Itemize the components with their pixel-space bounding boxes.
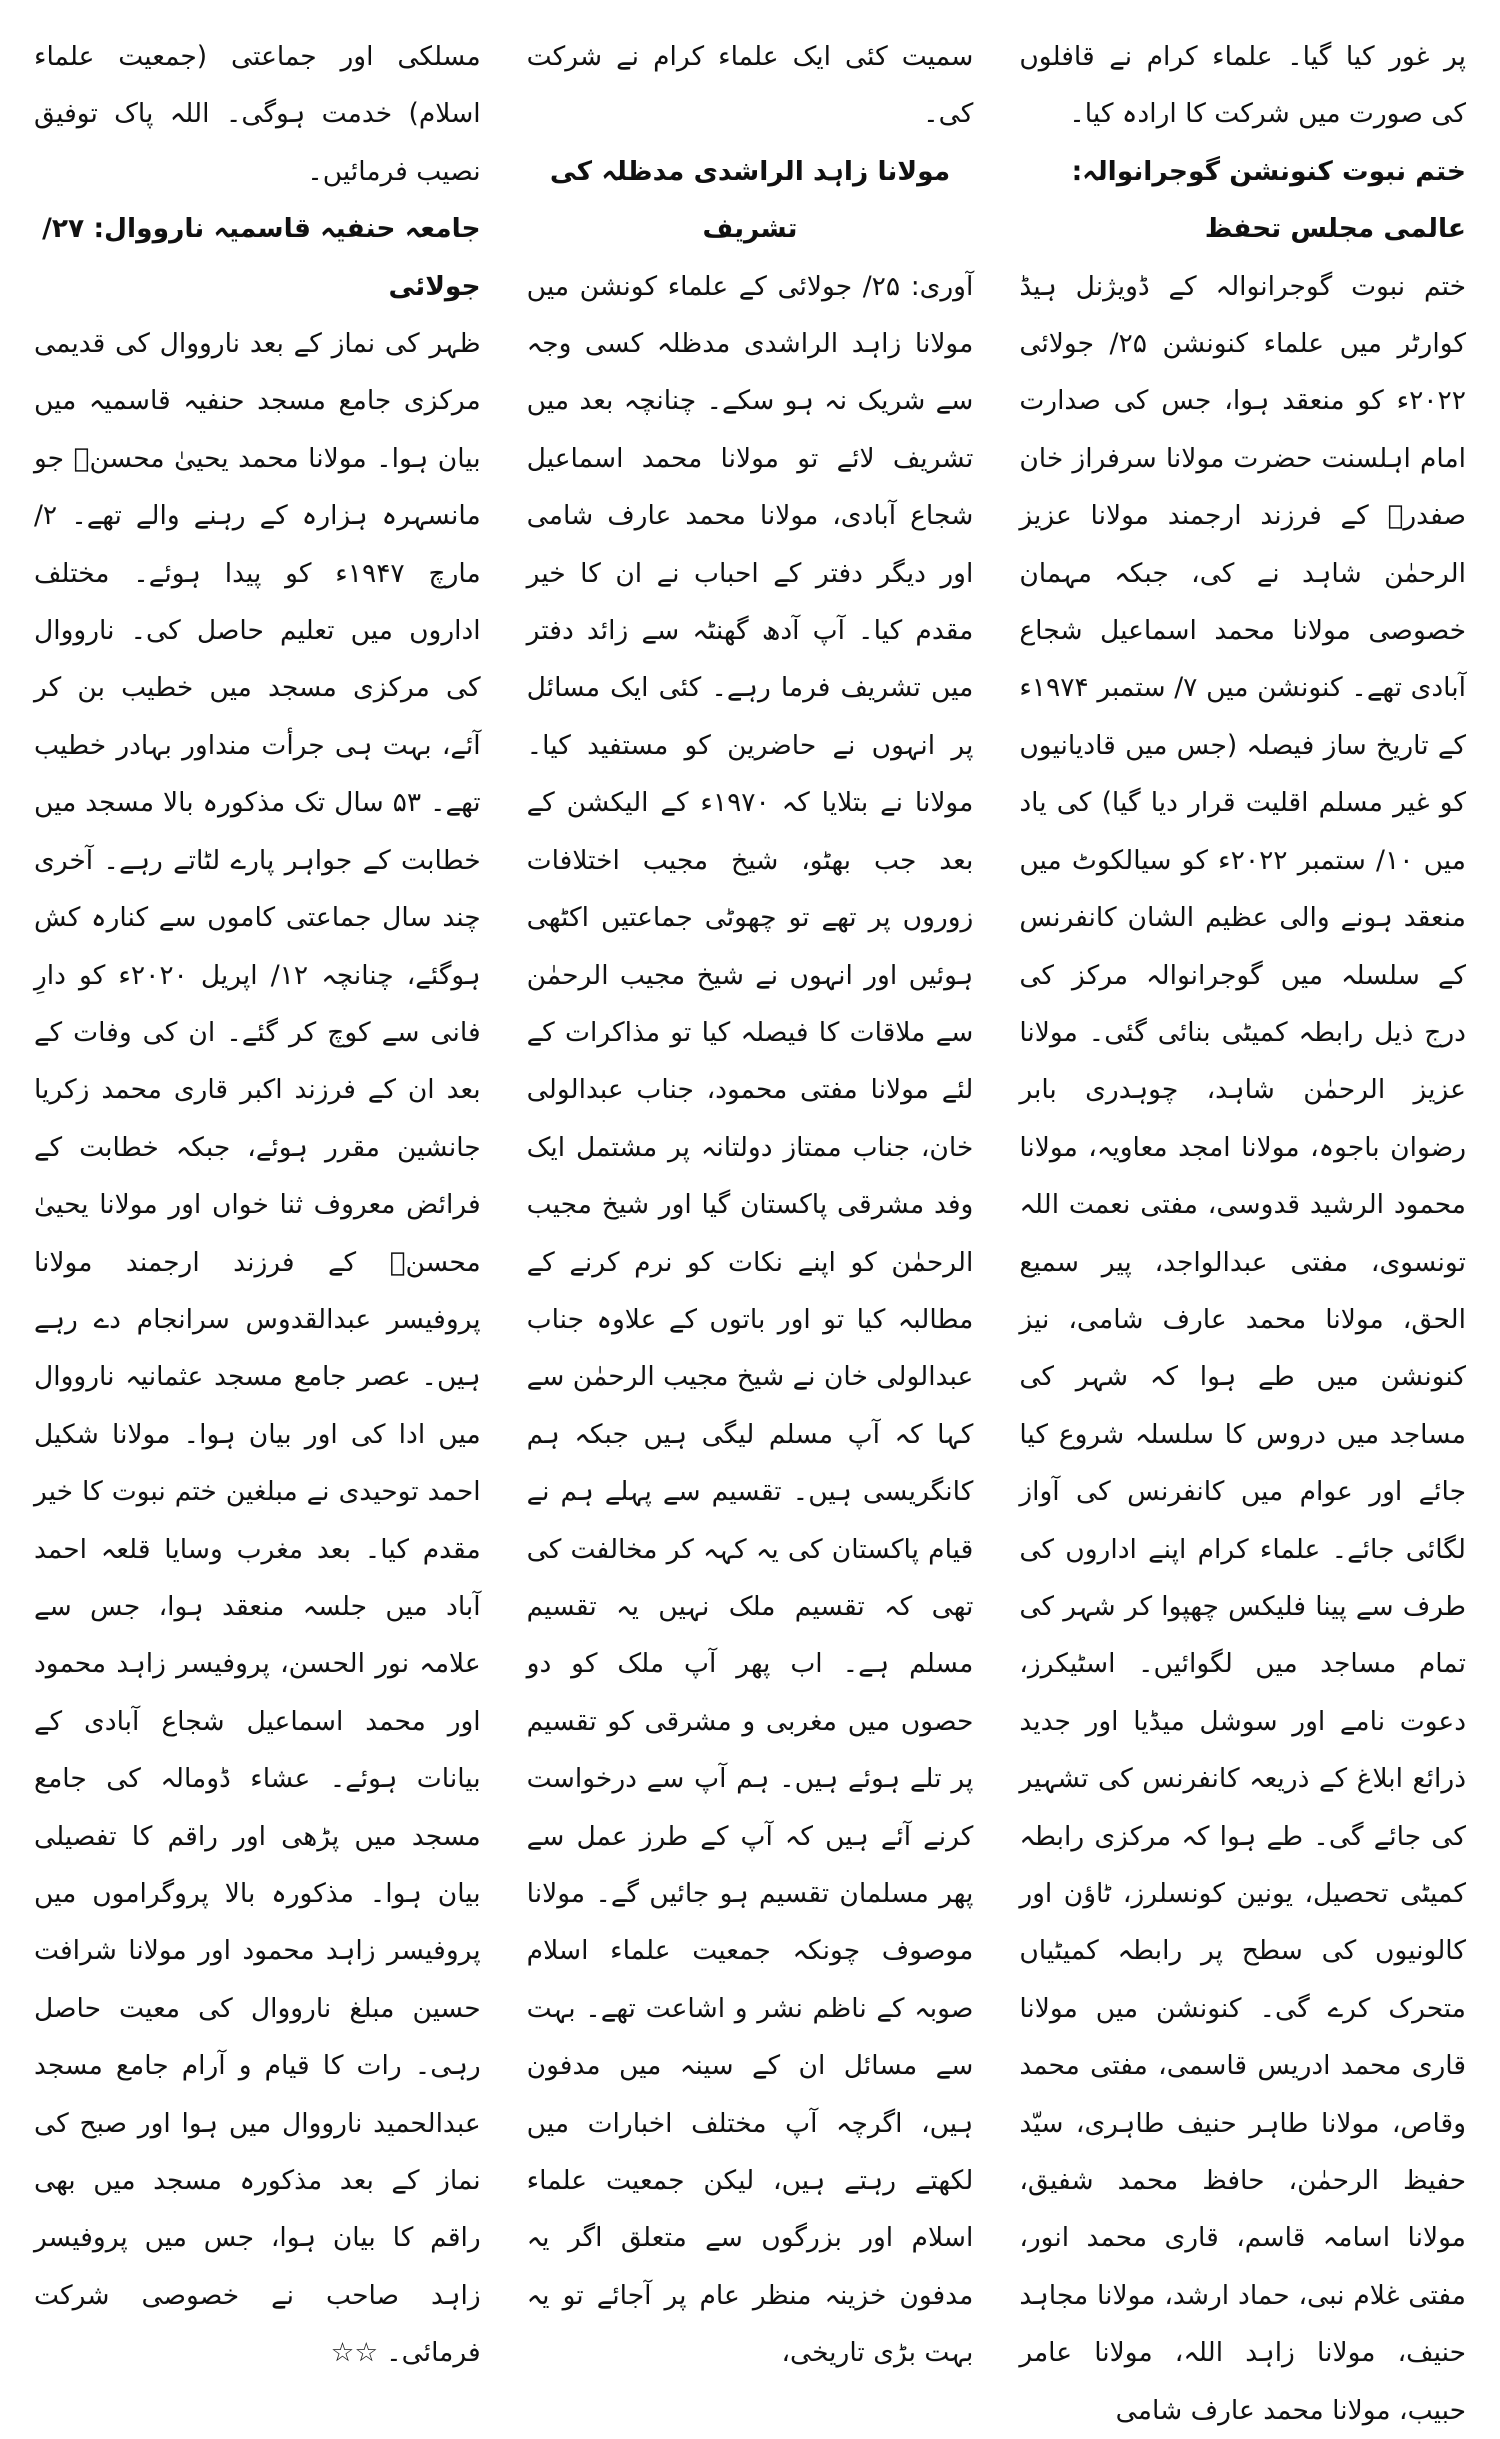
paragraph-narowal-report bbox=[34, 315, 481, 2382]
paragraph-continuation: سمیت کئی ایک علماء کرام نے شرکت کی۔ bbox=[526, 41, 974, 130]
paragraph-visit-report: آوری: ۲۵/ جولائی کے علماء کونشن میں مولانا زاہد الراشدی مدظلہ کسی وجہ سے شریک نہ ہو سکے۔ چنانچہ بعد میں تشریف لائے تو مولانا محمد اسماعیل شجاع آبادی، مولانا محمد عارف شامی اور دیگر دفتر کے احباب نے ان کا خیر مقدم کیا۔ آپ آدھ گھنٹہ سے زائد دفتر میں تشریف فرما رہے۔ کئی ایک مسائل پر انہوں نے حاضرین کو مستفید کیا۔ مولانا نے بتلایا کہ ۱۹۷۰ء کے الیکشن کے بعد جب بھٹو، شیخ مجیب اختلافات زوروں پر تھے تو چھوٹی جماعتیں اکٹھی ہوئیں اور انہوں نے شیخ مجیب الرحمٰن سے ملاقات کا فیصلہ کیا تو مذاکرات کے لئے مولانا مفتی محمود، جناب عبدالولی خان، جناب ممتاز دولتانہ پر مشتمل ایک وفد مشرقی پاکستان گیا اور شیخ مجیب الرحمٰن کو اپنے نکات کو نرم کرنے کے مطالبہ کیا تو اور باتوں کے علاوہ جناب عبدالولی خان نے شیخ مجیب الرحمٰن سے کہا کہ آپ مسلم لیگی ہیں جبکہ ہم کانگریسی ہیں۔ تقسیم سے پہلے ہم نے قیام پاکستان کی یہ کہہ کر مخالفت کی تھی کہ تقسیم ملک نہیں یہ تقسیم مسلم ہے۔ اب پھر آپ ملک کو دو حصوں میں مغربی و مشرقی کو تقسیم پر تلے ہوئے ہیں۔ ہم آپ سے درخواست کرنے آئے ہیں کہ آپ کے طرز عمل سے پھر مسلمان تقسیم ہو جائیں گے۔ مولانا موصوف چونکہ جمعیت علماء اسلام صوبہ کے ناظم نشر و اشاعت تھے۔ بہت سے مسائل ان کے سینہ میں مدفون ہیں، اگرچہ آپ مختلف اخبارات میں لکھتے رہتے ہیں، لیکن جمعیت علماء اسلام اور بزرگوں سے متعلق اگر یہ مدفون خزینہ منظر عام پر آجائے تو یہ بہت بڑی تاریخی، bbox=[526, 270, 974, 2369]
narowal-report-text: ظہر کی نماز کے بعد نارووال کی قدیمی مرکزی جامع مسجد حنفیہ قاسمیہ میں بیان ہوا۔ مولانا محمد یحییٰ محسنؒ جو مانسہرہ ہزارہ کے رہنے والے تھے۔ ۲/ مارچ ۱۹۴۷ء کو پیدا ہوئے۔ مختلف اداروں میں تعلیم حاصل کی۔ نارووال کی مرکزی مسجد میں خطیب بن کر آئے، بہت ہی جرأت منداور بہادر خطیب تھے۔ ۵۳ سال تک مذکورہ بالا مسجد میں خطابت کے جواہر پارے لٹاتے رہے۔ آخری چند سال جماعتی کاموں سے کنارہ کش ہوگئے، چنانچہ ۱۲/ اپریل ۲۰۲۰ء کو دارِ فانی سے کوچ کر گئے۔ ان کی وفات کے بعد ان کے فرزند اکبر قاری محمد زکریا جانشین مقرر ہوئے، جبکہ خطابت کے فرائض معروف ثنا خواں اور مولانا یحییٰ محسنؒ کے فرزند ارجمند مولانا پروفیسر عبدالقدوس سرانجام دے رہے ہیں۔ عصر جامع مسجد عثمانیہ نارووال میں ادا کی اور بیان ہوا۔ مولانا شکیل احمد توحیدی نے مبلغین ختم نبوت کا خیر مقدم کیا۔ بعد مغرب وسایا قلعہ احمد آباد میں جلسہ منعقد ہوا، جس سے علامہ نور الحسن، پروفیسر زاہد محمود اور محمد اسماعیل شجاع آبادی کے بیانات ہوئے۔ عشاء ڈومالہ کی جامع مسجد میں پڑھی اور راقم کا تفصیلی بیان ہوا۔ مذکورہ بالا پروگراموں میں پروفیسر زاہد محمود اور مولانا شرافت حسین مبلغ نارووال کی معیت حاصل رہی۔ رات کا قیام و آرام جامع مسجد عبدالحمید نارووال میں ہوا اور صبح کی نماز کے بعد مذکورہ مسجد میں بھی راقم کا بیان ہوا، جس میں پروفیسر زاہد صاحب نے خصوصی شرکت فرمائی۔ bbox=[33, 328, 481, 2369]
paragraph-convention-report: ختم نبوت گوجرانوالہ کے ڈویژنل ہیڈ کوارٹر میں علماء کنونشن ۲۵/ جولائی ۲۰۲۲ء کو منعقد ہوا، جس کی صدارت امام اہلسنت حضرت مولانا سرفراز خان صفدرؒ کے فرزند ارجمند مولانا عزیز الرحمٰن شاہد نے کی، جبکہ مہمان خصوصی مولانا محمد اسماعیل شجاع آبادی تھے۔ کنونشن میں ۷/ ستمبر ۱۹۷۴ء کے تاریخ ساز فیصلہ (جس میں قادیانیوں کو غیر مسلم اقلیت قرار دیا گیا) کی یاد میں ۱۰/ ستمبر ۲۰۲۲ء کو سیالکوٹ میں منعقد ہونے والی عظیم الشان کانفرنس کے سلسلہ میں گوجرانوالہ مرکز کی درج ذیل رابطہ کمیٹی بنائی گئی۔ مولانا عزیز الرحمٰن شاہد، چوہدری بابر رضوان باجوہ، مولانا امجد معاویہ، مولانا محمود الرشید قدوسی، مفتی نعمت اللہ تونسوی، مفتی عبدالواجد، پیر سمیع الحق، مولانا محمد عارف شامی، نیز کنونشن میں طے ہوا کہ شہر کی مساجد میں دروس کا سلسلہ شروع کیا جائے اور عوام میں کانفرنس کی آواز لگائی جائے۔ علماء کرام اپنے اداروں کی طرف سے پینا فلیکس چھپوا کر شہر کی تمام مساجد میں لگوائیں۔ اسٹیکرز، دعوت نامے اور سوشل میڈیا اور جدید ذرائع ابلاغ کے ذریعہ کانفرنس کی تشہیر کی جائے گی۔ طے ہوا کہ مرکزی رابطہ کمیٹی تحصیل، یونین کونسلرز، ٹاؤن اور کالونیوں کی سطح پر رابطہ کمیٹیاں متحرک کرے گی۔ کنونشن میں مولانا قاری محمد ادریس قاسمی، مفتی محمد وقاص، مولانا طاہر حنیف طاہری، سیّد حفیظ الرحمٰن، حافظ محمد شفیق، مولانا اسامہ قاسم، قاری محمد انور، مفتی غلام نبی، حماد ارشد، مولانا مجاہد حنیف، مولانا زاہد اللہ، مولانا عامر حبیب، مولانا محمد عارف شامی bbox=[1019, 270, 1467, 2426]
column-right bbox=[1019, 28, 1467, 2426]
paragraph-continuation: پر غور کیا گیا۔ علماء کرام نے قافلوں کی صورت میں شرکت کا ارادہ کیا۔ bbox=[1019, 41, 1466, 130]
section-heading-zahid-ur-rashidi-visit: مولانا زاہد الراشدی مدظلہ کی تشریف bbox=[549, 155, 951, 245]
section-heading-khatm-e-nubuwwat-convention: ختم نبوت کنونشن گوجرانوالہ: عالمی مجلس تحفظ bbox=[1071, 155, 1466, 245]
end-of-article-stars-icon: ☆☆ bbox=[330, 2337, 379, 2369]
paragraph-continuation: مسلکی اور جماعتی (جمعیت علماء اسلام) خدمت ہوگی۔ اللہ پاک توفیق نصیب فرمائیں۔ bbox=[33, 41, 481, 187]
section-heading-jamia-hanafia-narowal: جامعہ حنفیہ قاسمیہ نارووال: ۲۷/ جولائی bbox=[42, 213, 481, 302]
column-middle bbox=[526, 28, 974, 2369]
column-left bbox=[33, 28, 481, 2369]
